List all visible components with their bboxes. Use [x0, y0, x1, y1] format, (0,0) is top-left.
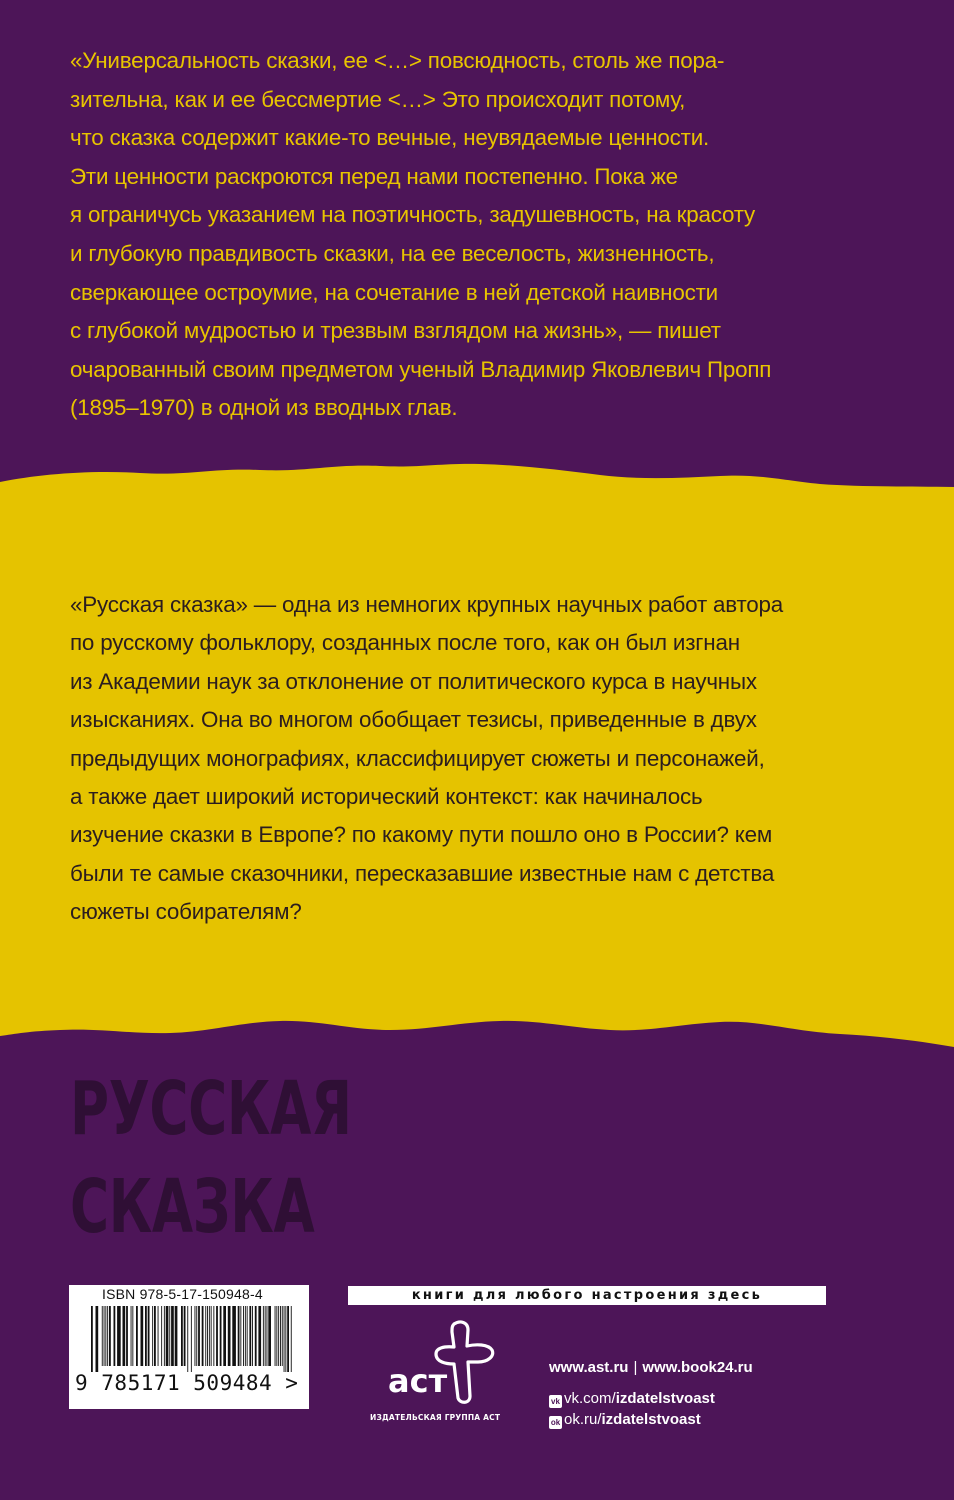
barcode-image [87, 1306, 297, 1372]
vk-prefix: vk.com/ [564, 1390, 616, 1407]
quote-line: «Универсальность сказки, ее <…> повсюдность, столь же пора- [70, 48, 725, 73]
ok-handle: izdatelstvoast [601, 1411, 701, 1428]
tagline: книги для любого настроения здесь [348, 1286, 826, 1305]
barcode-digits: 9 785171 509484 > [75, 1371, 299, 1395]
book-title-line1: РУССКАЯ [70, 1066, 352, 1152]
book-title-line2: СКАЗКА [70, 1164, 315, 1250]
description-line: из Академии наук за отклонение от политического курса в научных [70, 668, 757, 694]
quote-line: зительна, как и ее бессмертие <…> Это происходит потому, [70, 86, 686, 112]
quote-block [70, 42, 870, 428]
description-line: изысканиях. Она во многом обобщает тезисы, приведенные в двух [70, 707, 757, 733]
website-link-ast[interactable]: www.ast.ru [549, 1359, 629, 1376]
description-block [70, 586, 890, 932]
vk-handle: izdatelstvoast [615, 1390, 715, 1407]
footer-links [549, 1357, 753, 1430]
quote-line: очарованный своим предметом ученый Владимир Яковлевич Пропп [70, 356, 772, 382]
ast-logo-icon [382, 1318, 502, 1412]
link-separator: | [633, 1359, 638, 1376]
quote-line: я ограничусь указанием на поэтичность, задушевность, на красоту [70, 202, 756, 228]
vk-icon: vk [549, 1395, 562, 1408]
publisher-name: ИЗДАТЕЛЬСКАЯ ГРУППА АСТ [370, 1413, 501, 1422]
description-line: были те самые сказочники, пересказавшие известные нам с детства [70, 860, 775, 886]
book-title [70, 1060, 352, 1256]
description-line: сюжеты собирателям? [70, 899, 302, 925]
website-link-book24[interactable]: www.book24.ru [642, 1359, 753, 1376]
description-line: по русскому фольклору, созданных после того, как он был изгнан [70, 630, 740, 656]
quote-line: сверкающее остроумие, на сочетание в ней детской наивности [70, 279, 718, 305]
quote-line: Эти ценности раскроются перед нами постепенно. Пока же [70, 163, 678, 189]
barcode-panel [69, 1285, 309, 1409]
vk-row[interactable] [549, 1388, 753, 1409]
description-line: а также дает широкий исторический контекст: как начиналось [70, 784, 703, 810]
ok-row[interactable] [549, 1409, 753, 1430]
quote-line: что сказка содержит какие-то вечные, неувядаемые ценности. [70, 125, 710, 151]
description-line: изучение сказки в Европе? по какому пути пошло оно в России? кем [70, 822, 773, 848]
description-line: «Русская сказка» — одна из немногих крупных научных работ автора [70, 592, 784, 617]
isbn-label: ISBN 978-5-17-150948-4 [102, 1286, 263, 1302]
quote-line: и глубокую правдивость сказки, на ее веселость, жизненность, [70, 240, 715, 266]
ok-prefix: ok.ru/ [564, 1411, 602, 1428]
logo-text: аст [388, 1362, 448, 1400]
quote-line: (1895–1970) в одной из вводных глав. [70, 395, 458, 421]
description-line: предыдущих монографиях, классифицирует сюжеты и персонажей, [70, 745, 765, 771]
website-row [549, 1357, 753, 1378]
quote-line: с глубокой мудростью и трезвым взглядом на жизнь», — пишет [70, 318, 721, 344]
odnoklassniki-icon: ok [550, 1418, 561, 1427]
